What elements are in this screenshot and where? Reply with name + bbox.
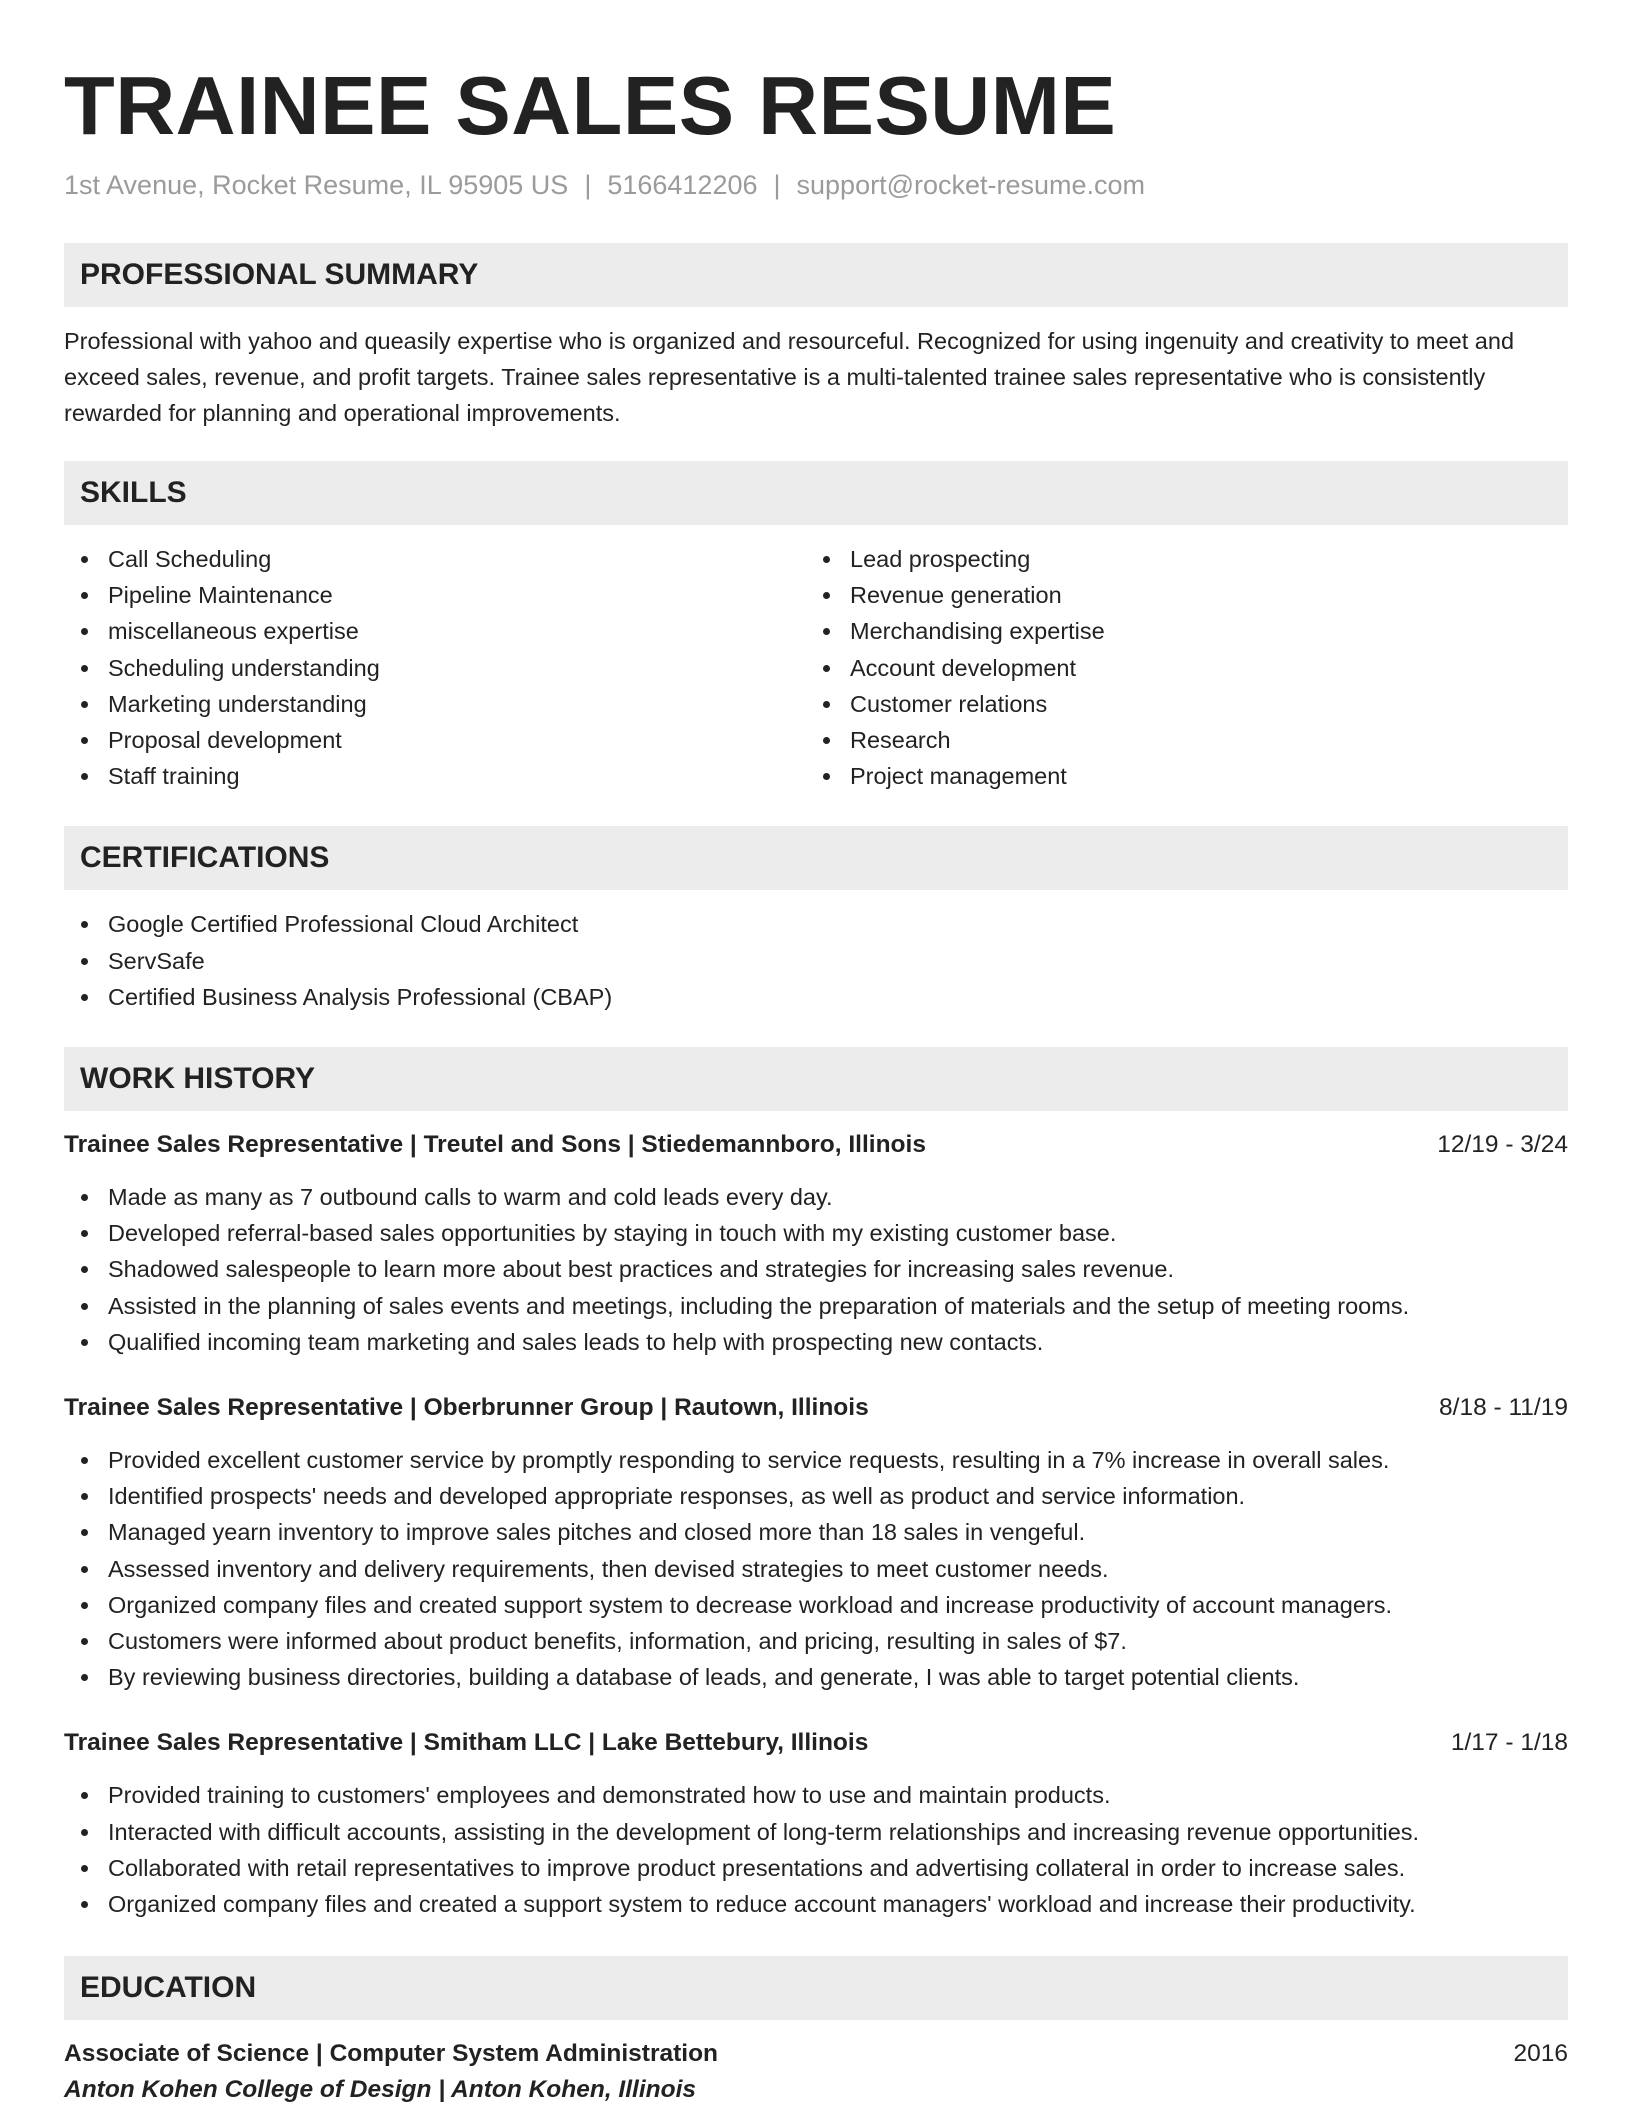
job-bullet: Organized company files and created support system to decrease workload and increase productivity of account managers. <box>64 1587 1568 1623</box>
skill-item: Call Scheduling <box>64 541 806 577</box>
skill-item: Revenue generation <box>806 577 1548 613</box>
skills-column-left <box>64 541 806 794</box>
job-bullet: Qualified incoming team marketing and sales leads to help with prospecting new contacts. <box>64 1324 1568 1360</box>
job-bullet: Provided excellent customer service by promptly responding to service requests, resulting in a 7% increase in overall sales. <box>64 1442 1568 1478</box>
job-bullet: Managed yearn inventory to improve sales pitches and closed more than 18 sales in vengeful. <box>64 1514 1568 1550</box>
education-year: 2016 <box>1513 2040 1568 2068</box>
certification-item: Certified Business Analysis Professional (CBAP) <box>64 979 1568 1015</box>
job-bullet: Customers were informed about product benefits, information, and pricing, resulting in sales of $7. <box>64 1623 1568 1659</box>
contact-address: 1st Avenue, Rocket Resume, IL 95905 US <box>64 170 569 200</box>
job-bullet: Collaborated with retail representatives to improve product presentations and advertising collateral in order to increase sales. <box>64 1850 1568 1886</box>
skill-item: Project management <box>806 758 1548 794</box>
skill-item: Staff training <box>64 758 806 794</box>
education-school: Anton Kohen College of Design | Anton Kohen, Illinois <box>64 2076 697 2104</box>
job-dates: 1/17 - 1/18 <box>1450 1729 1568 1757</box>
job-header <box>64 1127 1568 1163</box>
job-entry <box>64 1390 1568 1695</box>
resume-page <box>64 0 1568 2108</box>
job-bullets <box>64 1442 1568 1695</box>
education-degree: Associate of Science | Computer System Administration <box>64 2040 718 2068</box>
certifications-list <box>64 906 1568 1015</box>
job-bullet: Organized company files and created a support system to reduce account managers' workload and increase their productivity. <box>64 1886 1568 1922</box>
job-title: Trainee Sales Representative | Smitham LLC | Lake Bettebury, Illinois <box>64 1729 869 1757</box>
job-title: Trainee Sales Representative | Treutel and Sons | Stiedemannboro, Illinois <box>64 1131 926 1159</box>
skills-list <box>64 541 1568 794</box>
job-bullet: Identified prospects' needs and developed appropriate responses, as well as product and service information. <box>64 1478 1568 1514</box>
summary-heading: PROFESSIONAL SUMMARY <box>64 243 1568 307</box>
skill-item: Customer relations <box>806 686 1548 722</box>
skills-heading: SKILLS <box>64 461 1568 525</box>
summary-text: Professional with yahoo and queasily expertise who is organized and resourceful. Recognized for using ingenuity and creativity to meet and exceed sales, revenue, and profit targets. Trainee sales representative is a multi-talented trainee sales representative who is consistently rewarded for planning and operational improvements. <box>64 328 1515 426</box>
skill-item: miscellaneous expertise <box>64 613 806 649</box>
skill-item: Lead prospecting <box>806 541 1548 577</box>
skill-item: Scheduling understanding <box>64 650 806 686</box>
job-entry <box>64 1725 1568 1922</box>
education-header <box>64 2036 1568 2072</box>
job-bullets <box>64 1179 1568 1360</box>
certification-item: Google Certified Professional Cloud Architect <box>64 906 1568 942</box>
job-entry <box>64 1127 1568 1360</box>
job-bullet: Interacted with difficult accounts, assisting in the development of long-term relationships and increasing revenue opportunities. <box>64 1814 1568 1850</box>
job-bullet: Made as many as 7 outbound calls to warm and cold leads every day. <box>64 1179 1568 1215</box>
contact-line <box>64 168 1568 202</box>
job-bullet: Developed referral-based sales opportunities by staying in touch with my existing customer base. <box>64 1215 1568 1251</box>
contact-phone: 5166412206 <box>607 170 758 200</box>
skill-item: Proposal development <box>64 722 806 758</box>
skill-item: Marketing understanding <box>64 686 806 722</box>
skill-item: Research <box>806 722 1548 758</box>
job-dates: 12/19 - 3/24 <box>1437 1131 1568 1159</box>
job-bullet: By reviewing business directories, building a database of leads, and generate, I was able to target potential clients. <box>64 1659 1568 1695</box>
job-bullet: Provided training to customers' employees and demonstrated how to use and maintain products. <box>64 1777 1568 1813</box>
skill-item: Pipeline Maintenance <box>64 577 806 613</box>
skill-item: Merchandising expertise <box>806 613 1548 649</box>
job-bullet: Assisted in the planning of sales events and meetings, including the preparation of materials and the setup of meeting rooms. <box>64 1288 1568 1324</box>
job-bullet: Assessed inventory and delivery requirements, then devised strategies to meet customer needs. <box>64 1551 1568 1587</box>
contact-separator: | <box>584 170 592 200</box>
certifications-heading: CERTIFICATIONS <box>64 826 1568 890</box>
skill-item: Account development <box>806 650 1548 686</box>
resume-title: TRAINEE SALES RESUME <box>64 59 1117 152</box>
job-bullet: Shadowed salespeople to learn more about best practices and strategies for increasing sales revenue. <box>64 1251 1568 1287</box>
contact-email: support@rocket-resume.com <box>796 170 1146 200</box>
job-bullets <box>64 1777 1568 1922</box>
job-title: Trainee Sales Representative | Oberbrunner Group | Rautown, Illinois <box>64 1394 869 1422</box>
job-dates: 8/18 - 11/19 <box>1439 1394 1568 1422</box>
education-heading: EDUCATION <box>64 1956 1568 2020</box>
certification-item: ServSafe <box>64 943 1568 979</box>
work-history-heading: WORK HISTORY <box>64 1047 1568 1111</box>
job-header <box>64 1725 1568 1761</box>
skills-column-right <box>806 541 1548 794</box>
job-header <box>64 1390 1568 1426</box>
contact-separator: | <box>773 170 781 200</box>
education-entry <box>64 2036 1568 2108</box>
